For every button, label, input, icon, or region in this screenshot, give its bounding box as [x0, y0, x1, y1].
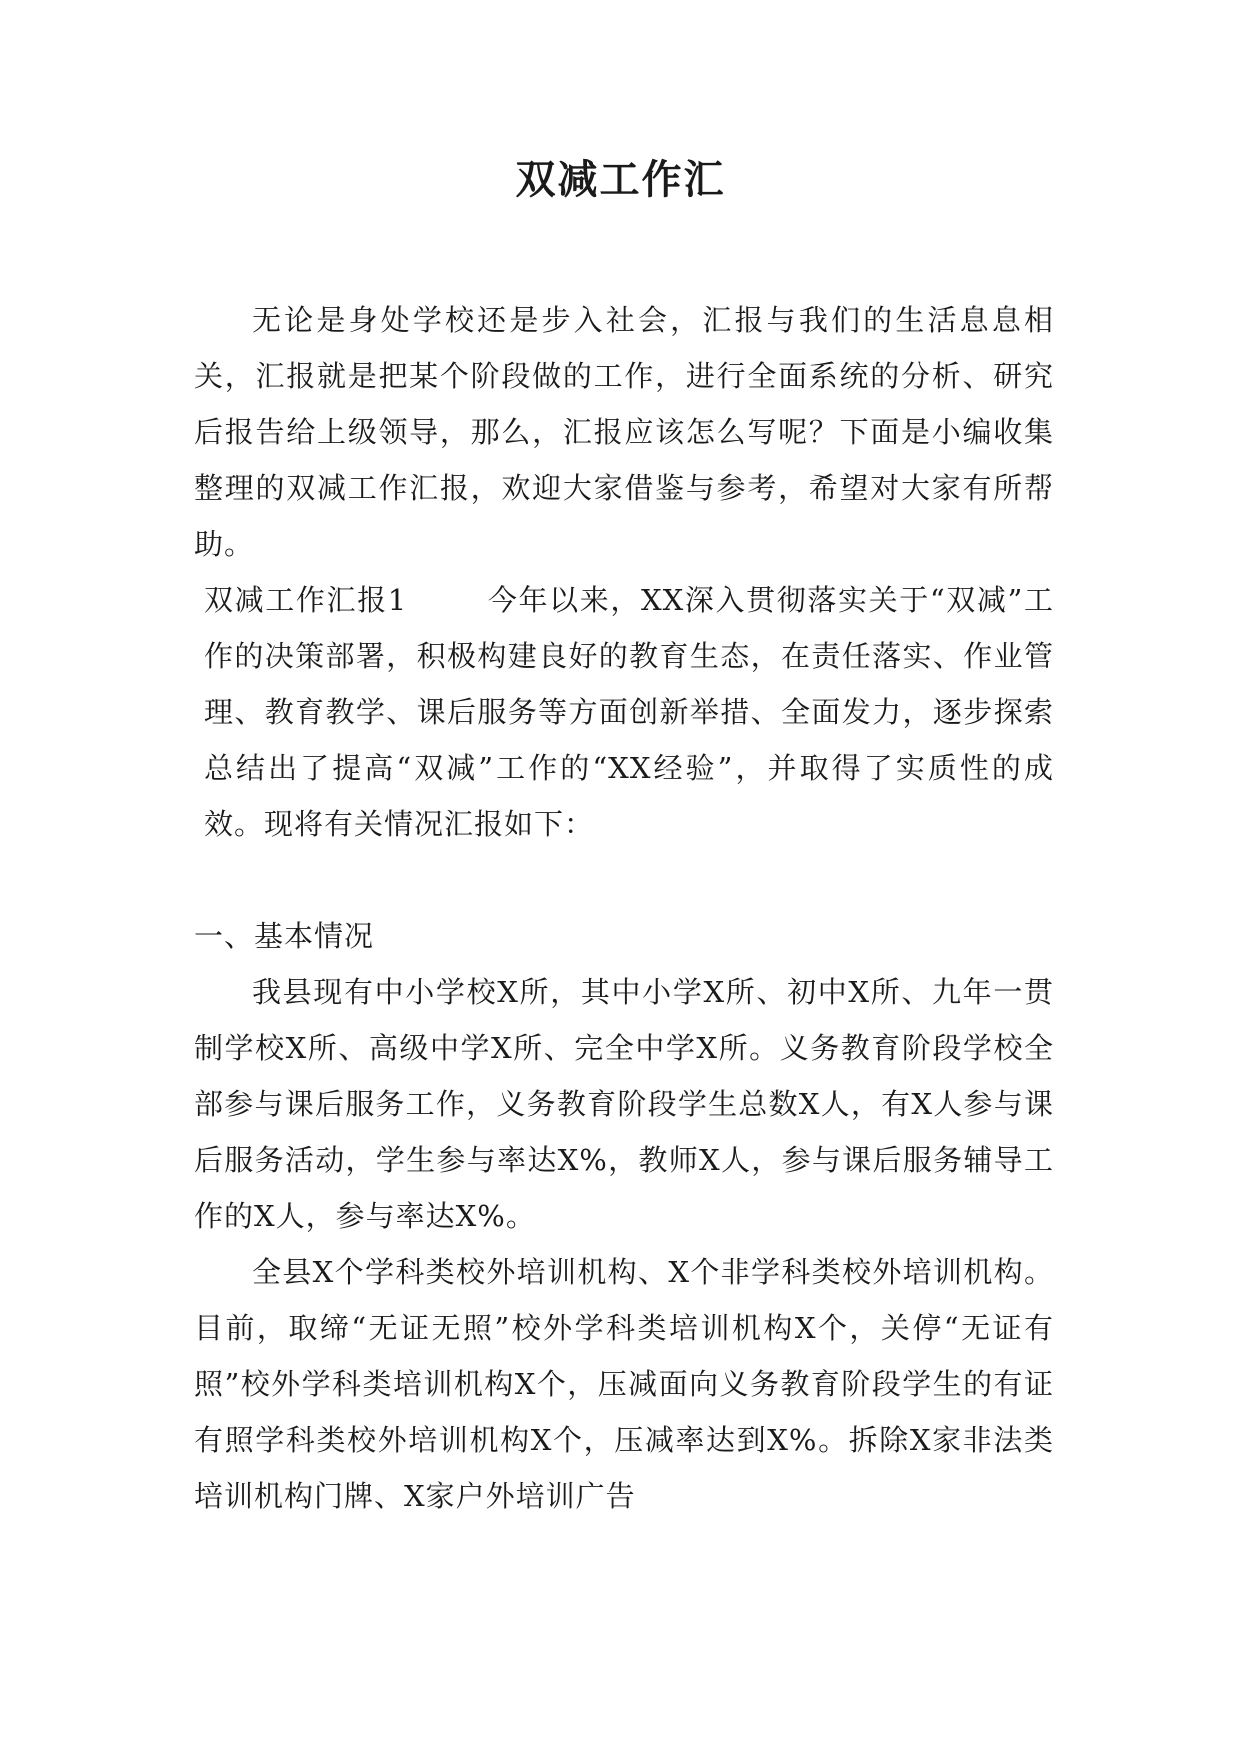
section1-paragraph-2: 全县X个学科类校外培训机构、X个非学科类校外培训机构。目前，取缔“无证无照”校外学科类培训机构X个，关停“无证有照”校外学科类培训机构X个，压减面向义务教育阶段学生的有证有照学科类校外培训机构X个，压减率达到X%。拆除X家非法类培训机构门牌、X家户外培训广告	[194, 1255, 1054, 1513]
report-label: 双减工作汇报1	[204, 583, 408, 617]
section1-heading: 一、基本情况	[194, 919, 375, 953]
document-title: 双减工作汇	[515, 156, 726, 203]
paragraph-gap	[194, 852, 1054, 908]
report-paragraph: 今年以来，XX深入贯彻落实关于“双减”工作的决策部署，积极构建良好的教育生态，在责任落实、作业管理、教育教学、课后服务等方面创新举措、全面发力，逐步探索总结出了提高“双减”工作的“XX经验”，并取得了实质性的成效。现将有关情况汇报如下：	[204, 583, 1054, 841]
report-paragraph-block	[194, 572, 1054, 852]
section1-paragraph-1: 我县现有中小学校X所，其中小学X所、初中X所、九年一贯制学校X所、高级中学X所、完全中学X所。义务教育阶段学校全部参与课后服务工作，义务教育阶段学生总数X人，有X人参与课后服务活动，学生参与率达X%，教师X人，参与课后服务辅导工作的X人，参与率达X%。	[194, 975, 1054, 1233]
intro-paragraph: 无论是身处学校还是步入社会，汇报与我们的生活息息相关，汇报就是把某个阶段做的工作，进行全面系统的分析、研究后报告给上级领导，那么，汇报应该怎么写呢？下面是小编收集整理的双减工作汇报，欢迎大家借鉴与参考，希望对大家有所帮助。	[194, 303, 1054, 561]
document-body	[194, 292, 1054, 1524]
